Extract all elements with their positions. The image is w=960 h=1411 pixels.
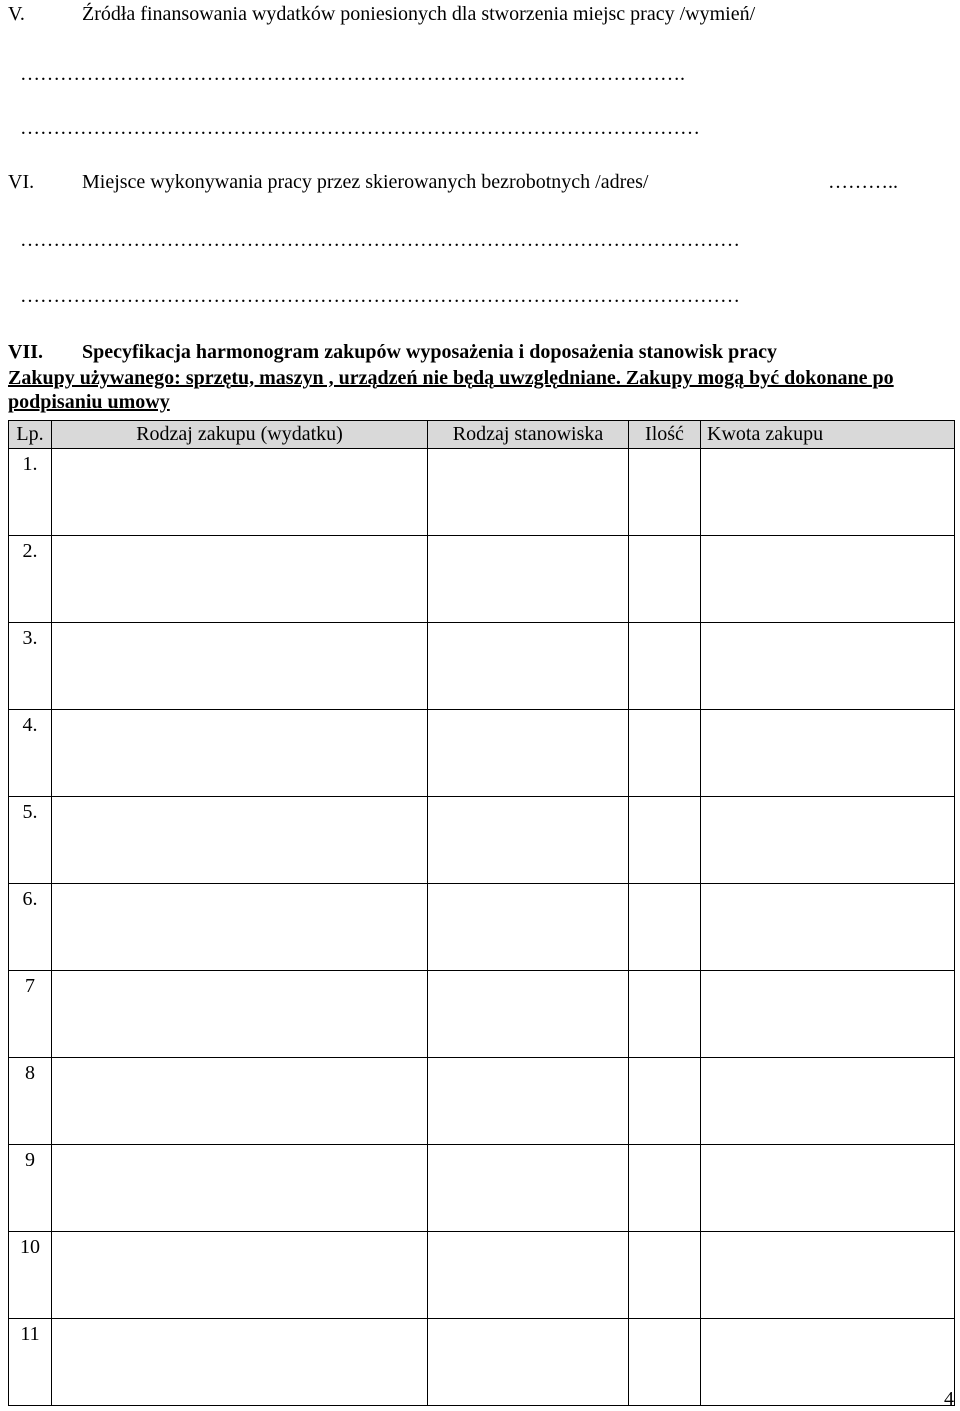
page-number: 4 (944, 1388, 954, 1410)
section-vi-fill-line-1[interactable]: ……………………………………………………………………………………………… (20, 229, 740, 251)
row-number: 11 (9, 1319, 52, 1406)
amount-cell[interactable] (701, 710, 955, 797)
table-header-row (9, 421, 955, 449)
quantity-cell[interactable] (629, 884, 701, 971)
quantity-cell[interactable] (629, 623, 701, 710)
section-vi-title-dots[interactable]: ……….. (828, 171, 898, 193)
amount-cell[interactable] (701, 536, 955, 623)
position-type-cell[interactable] (428, 884, 629, 971)
position-type-cell[interactable] (428, 1145, 629, 1232)
position-type-cell[interactable] (428, 623, 629, 710)
row-number: 1. (9, 449, 52, 536)
row-number: 3. (9, 623, 52, 710)
table-row (9, 1058, 955, 1145)
position-type-cell[interactable] (428, 797, 629, 884)
section-v-fill-line-2[interactable]: ………………………………………………………………………………………… (20, 117, 700, 139)
purchase-type-cell[interactable] (52, 1058, 428, 1145)
quantity-cell[interactable] (629, 797, 701, 884)
purchase-type-cell[interactable] (52, 1232, 428, 1319)
quantity-cell[interactable] (629, 1232, 701, 1319)
quantity-cell[interactable] (629, 971, 701, 1058)
purchase-type-cell[interactable] (52, 971, 428, 1058)
table-row (9, 971, 955, 1058)
table-row (9, 1232, 955, 1319)
section-vi-fill-line-2[interactable]: ……………………………………………………………………………………………… (20, 285, 740, 307)
section-v-fill-line-1[interactable]: ………………………………………………………………………………………. (20, 63, 685, 85)
purchase-type-cell[interactable] (52, 1145, 428, 1232)
position-type-cell[interactable] (428, 1232, 629, 1319)
section-vii-number: VII. (8, 341, 44, 363)
row-number: 5. (9, 797, 52, 884)
row-number: 6. (9, 884, 52, 971)
table-row (9, 1319, 955, 1406)
amount-cell[interactable] (701, 884, 955, 971)
row-number: 4. (9, 710, 52, 797)
purchase-type-cell[interactable] (52, 1319, 428, 1406)
purchase-type-cell[interactable] (52, 884, 428, 971)
position-type-cell[interactable] (428, 971, 629, 1058)
quantity-cell[interactable] (629, 1058, 701, 1145)
header-purchase-type: Rodzaj zakupu (wydatku) (52, 421, 428, 449)
section-v-title: Źródła finansowania wydatków poniesionych dla stworzenia miejsc pracy /wymień/ (82, 3, 756, 25)
purchase-type-cell[interactable] (52, 449, 428, 536)
purchase-type-cell[interactable] (52, 536, 428, 623)
amount-cell[interactable] (701, 623, 955, 710)
table-row (9, 623, 955, 710)
row-number: 2. (9, 536, 52, 623)
section-vi-number: VI. (8, 171, 35, 193)
header-position-type: Rodzaj stanowiska (428, 421, 629, 449)
purchase-schedule-table (8, 420, 955, 1406)
table-row (9, 449, 955, 536)
amount-cell[interactable] (701, 971, 955, 1058)
quantity-cell[interactable] (629, 1145, 701, 1232)
row-number: 7 (9, 971, 52, 1058)
table-row (9, 884, 955, 971)
amount-cell[interactable] (701, 1058, 955, 1145)
row-number: 10 (9, 1232, 52, 1319)
row-number: 9 (9, 1145, 52, 1232)
quantity-cell[interactable] (629, 536, 701, 623)
quantity-cell[interactable] (629, 449, 701, 536)
amount-cell[interactable] (701, 1145, 955, 1232)
purchase-type-cell[interactable] (52, 797, 428, 884)
position-type-cell[interactable] (428, 1058, 629, 1145)
amount-cell[interactable] (701, 1319, 955, 1406)
table-row (9, 710, 955, 797)
header-lp: Lp. (9, 421, 52, 449)
quantity-cell[interactable] (629, 1319, 701, 1406)
table-row (9, 536, 955, 623)
amount-cell[interactable] (701, 449, 955, 536)
position-type-cell[interactable] (428, 710, 629, 797)
section-v-number: V. (8, 3, 25, 25)
row-number: 8 (9, 1058, 52, 1145)
header-quantity: Ilość (629, 421, 701, 449)
section-vi-title: Miejsce wykonywania pracy przez skierowanych bezrobotnych /adres/ (82, 171, 649, 193)
position-type-cell[interactable] (428, 449, 629, 536)
position-type-cell[interactable] (428, 1319, 629, 1406)
header-amount: Kwota zakupu (701, 421, 955, 449)
position-type-cell[interactable] (428, 536, 629, 623)
amount-cell[interactable] (701, 1232, 955, 1319)
quantity-cell[interactable] (629, 710, 701, 797)
table-row (9, 797, 955, 884)
purchase-type-cell[interactable] (52, 623, 428, 710)
section-vii-notice: Zakupy używanego: sprzętu, maszyn , urządzeń nie będą uwzględniane. Zakupy mogą być dokonane po podpisaniu umowy (8, 367, 894, 413)
amount-cell[interactable] (701, 797, 955, 884)
section-vii-title: Specyfikacja harmonogram zakupów wyposażenia i doposażenia stanowisk pracy (82, 341, 778, 363)
table-row (9, 1145, 955, 1232)
purchase-type-cell[interactable] (52, 710, 428, 797)
